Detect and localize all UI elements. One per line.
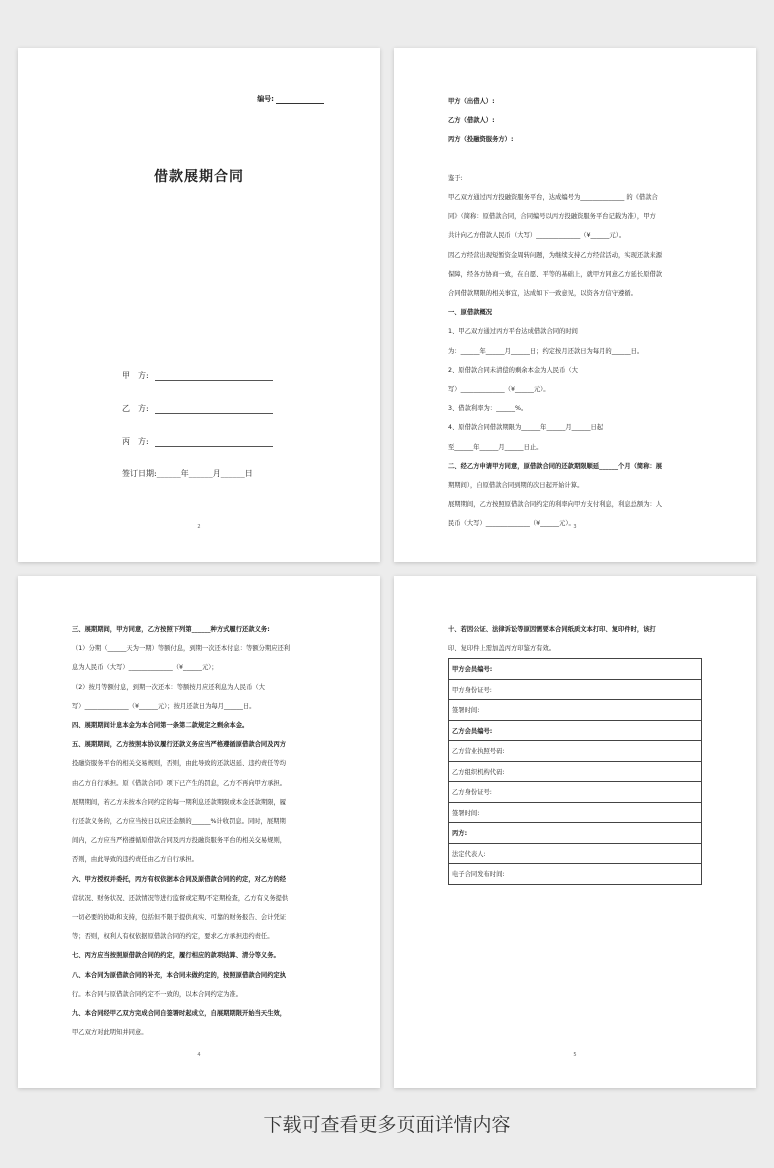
table-cell: 乙方会员编号:	[449, 720, 702, 741]
text-line: 2、原借款合同未清偿的剩余本金为人民币（大	[448, 366, 578, 374]
table-row	[449, 720, 702, 741]
text-line: 乙方（借款人）:	[448, 117, 495, 125]
text-line: 否则，由此导致的违约责任由乙方自行承担。	[72, 856, 198, 864]
text-line: 展期期间，乙方按照原借款合同约定的利率向甲方支付利息，利息总额为：人	[448, 501, 663, 509]
party-b-field	[122, 403, 273, 414]
page-number: 3	[573, 524, 577, 530]
table-row	[449, 741, 702, 762]
page-4	[18, 576, 380, 1088]
table-cell: 乙方营业执照号码:	[449, 741, 702, 762]
contract-title: 借款展期合同	[154, 169, 244, 185]
table-row	[449, 700, 702, 721]
page-number: 5	[573, 1052, 577, 1058]
table-cell: 甲方身份证号:	[449, 679, 702, 700]
text-line: 为：______年______月______日；约定按月还款日为每月的______日。	[448, 347, 644, 355]
party-c-blank	[155, 438, 273, 447]
party-c-field	[122, 436, 273, 447]
table-row	[449, 761, 702, 782]
text-line: 一切必要的协助和支持，包括但不限于提供真实、可靠的财务报告、会计凭证	[72, 914, 287, 922]
text-line: 鉴于:	[448, 174, 463, 182]
text-line: 甲乙双方通过丙方投融资服务平台，达成编号为______________ 的《借款合	[448, 194, 658, 202]
text-line: 期期间），自原借款合同到期的次日起开始计算。	[448, 482, 584, 490]
text-line: 保障，经各方协商一致，在自愿、平等的基础上，就甲方同意乙方延长原借款	[448, 270, 663, 278]
table-row	[449, 823, 702, 844]
text-line: 行还款义务的，乙方应当按日以应还金额的______%计收罚息。同时，展期期	[72, 818, 286, 826]
page-4-body	[72, 620, 328, 1042]
text-line: 营状况、财务状况、还款情况等进行监督或定期/不定期检查，乙方有义务提供	[72, 894, 289, 902]
table-row	[449, 843, 702, 864]
text-line: 等；否则，权利人有权依据原借款合同的约定，要求乙方承担违约责任。	[72, 933, 274, 941]
table-cell: 签署时间:	[449, 802, 702, 823]
page-3	[394, 48, 756, 562]
table-cell: 丙方:	[449, 823, 702, 844]
party-c-label: 丙 方:	[122, 437, 149, 446]
party-a-blank	[155, 372, 273, 381]
table-row	[449, 782, 702, 803]
table-cell: 乙方组织机构代码:	[449, 761, 702, 782]
table-cell: 签署时间:	[449, 700, 702, 721]
text-line: （1）分期（______天为一期）等额付息，到期一次还本付息：等额分期应还利	[72, 645, 291, 653]
page-number: 4	[197, 1052, 201, 1058]
text-line: 八、本合同为原借款合同的补充，本合同未做约定的，按照原借款合同约定执	[72, 971, 287, 979]
text-line: 息为人民币（大写）______________（¥______元）；	[72, 664, 218, 672]
text-line: 写）______________（¥______元）。	[448, 386, 550, 394]
contract-number-label: 编号:	[257, 95, 274, 103]
member-info-table	[448, 658, 702, 885]
table-cell: 电子合同发布时间:	[449, 864, 702, 885]
text-line: 甲方（出借人）:	[448, 98, 495, 105]
contract-number-blank	[276, 96, 324, 104]
sign-date: 签订日期:______年______月______日	[122, 469, 253, 478]
text-line	[448, 150, 704, 169]
text-line: 同》（简称：原借款合同，合同编号以丙方投融资服务平台记载为准），甲方	[448, 213, 656, 221]
text-line: 十、若因公证、法律诉讼等原因需要本合同纸质文本打印、复印件时，该打	[448, 626, 656, 633]
party-b-blank	[155, 405, 273, 414]
text-line: 三、展期期间，甲方同意，乙方按照下列第______种方式履行还款义务:	[72, 626, 270, 633]
table-row	[449, 802, 702, 823]
party-b-label: 乙 方:	[122, 404, 149, 413]
text-line: 丙方（投融资服务方）:	[448, 136, 514, 144]
text-line: 至______年______月______日止。	[448, 443, 543, 451]
party-a-field	[122, 370, 273, 381]
text-line: 1、甲乙双方通过丙方平台达成借款合同的时间	[448, 328, 578, 336]
text-line: 投融资服务平台的相关交易规则，否则，由此导致的还款迟延、违约责任等均	[72, 760, 287, 768]
table-cell: 甲方会员编号:	[449, 659, 702, 680]
page-5-body	[448, 620, 704, 658]
text-line: 六、甲方授权并委托，丙方有权依据本合同及原借款合同的约定，对乙方的经	[72, 875, 287, 883]
party-a-label: 甲 方:	[122, 371, 149, 380]
text-line: 3、借款利率为：______%。	[448, 405, 528, 413]
text-line: 因乙方经营出现短暂资金周转问题，为继续支持乙方经营活动，实现还款来源	[448, 251, 663, 259]
text-line: 印、复印件上需加盖丙方印鉴方有效。	[448, 645, 556, 653]
table-cell: 乙方身份证号:	[449, 782, 702, 803]
page-number: 2	[197, 524, 201, 530]
table-row	[449, 864, 702, 885]
text-line: 甲乙双方对此明知并同意。	[72, 1029, 148, 1037]
table-cell: 法定代表人:	[449, 843, 702, 864]
text-line: 九、本合同经甲乙双方完成合同自签署时起成立，自展期期限开始当天生效，	[72, 1010, 287, 1018]
page-5	[394, 576, 756, 1088]
text-line: 间内，乙方应当严格遵循原借款合同及丙方投融资服务平台的相关交易规则，	[72, 837, 287, 845]
table-row	[449, 679, 702, 700]
text-line: 合同借款期限的相关事宜，达成如下一致意见，以资各方信守遵循。	[448, 290, 637, 298]
page-3-body	[448, 92, 704, 534]
contract-number-field	[257, 94, 324, 104]
text-line: 由乙方自行承担。原《借款合同》项下已产生的罚息，乙方不再向甲方承担。	[72, 779, 287, 787]
text-line: 四、展期期间计息本金为本合同第一条第二款规定之剩余本金。	[72, 722, 249, 730]
table-row	[449, 659, 702, 680]
text-line: 五、展期期间，乙方按照本协议履行还款义务应当严格遵循原借款合同及丙方	[72, 741, 287, 749]
text-line: 七、丙方应当按照原借款合同的约定，履行相应的款项结算、清分等义务。	[72, 952, 280, 960]
text-line: （2）按月等额付息，到期一次还本：等额按月应还利息为人民币（大	[72, 683, 265, 691]
text-line: 二、经乙方申请甲方同意，原借款合同的还款期限顺延______个月（简称：展	[448, 462, 663, 470]
text-line: 4、原借款合同借款期限为______年______月______日起	[448, 424, 604, 432]
text-line: 写）______________（¥______元）；按月还款日为每月______日。	[72, 702, 256, 710]
text-line: 行。本合同与原借款合同约定不一致的，以本合同约定为准。	[72, 990, 243, 998]
page-cover	[18, 48, 380, 562]
text-line: 共计向乙方借款人民币（大写）______________（¥______元）。	[448, 232, 626, 240]
text-line: 民币（大写）______________（¥______元）。	[448, 520, 575, 528]
text-line: 一、原借款概况	[448, 309, 493, 317]
download-more-banner: 下载可查看更多页面详情内容	[263, 1114, 511, 1136]
text-line: 展期期间，若乙方未按本合同约定的每一期利息还款期限或本金还款期限，履	[72, 798, 287, 806]
